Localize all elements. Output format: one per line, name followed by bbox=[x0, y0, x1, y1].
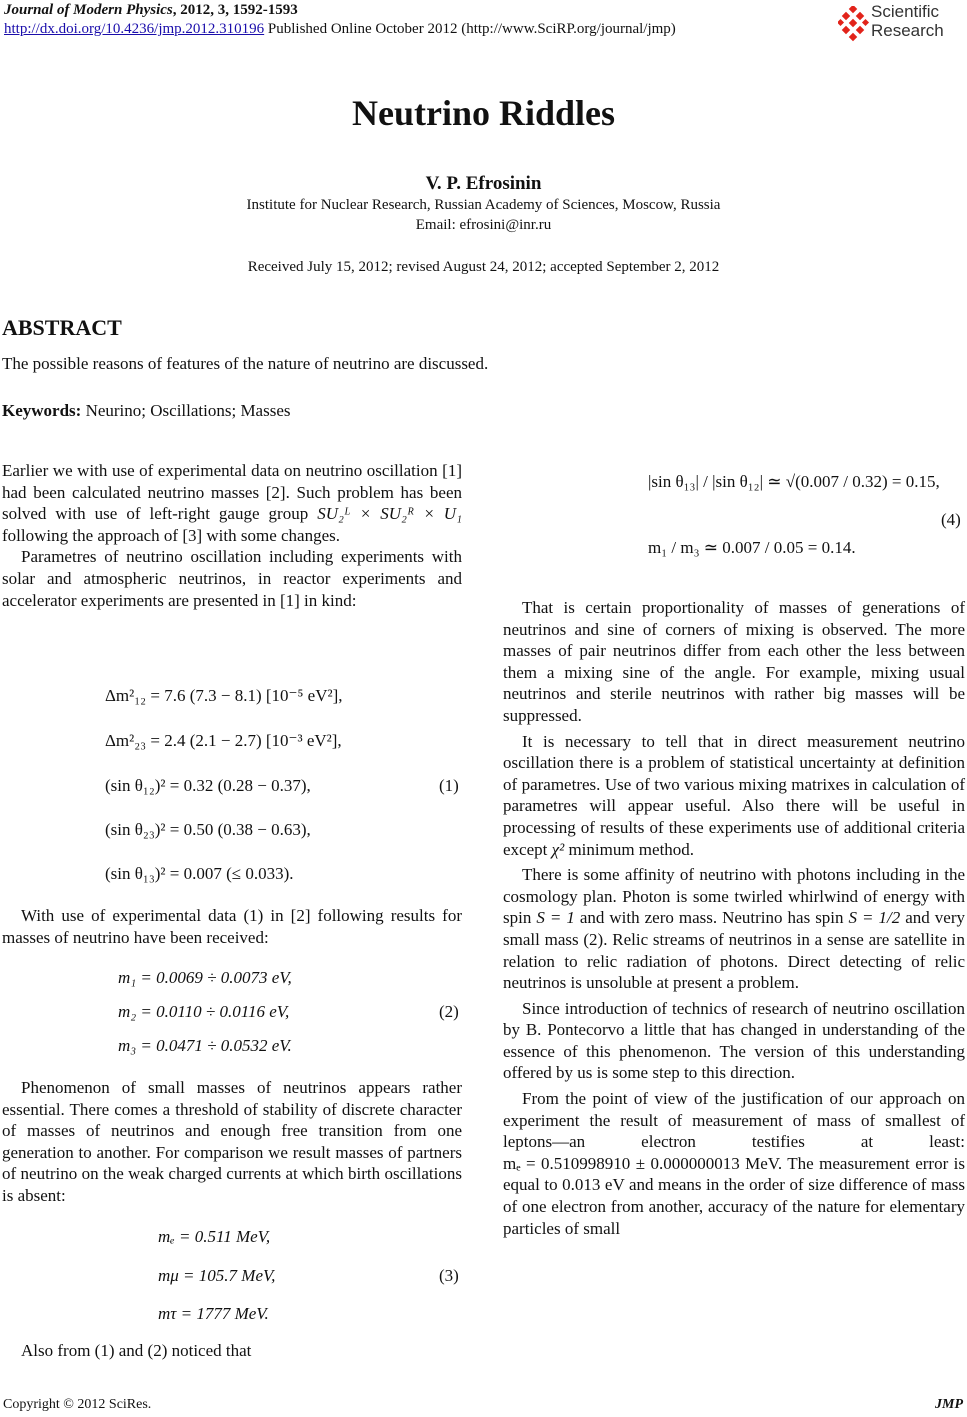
article-title: Neutrino Riddles bbox=[351, 93, 616, 133]
left-col-block-2 bbox=[2, 905, 462, 948]
equation-line: m₁ / m₃ ≃ 0.007 / 0.05 = 0.14. bbox=[648, 538, 856, 557]
keywords-label: Keywords: bbox=[2, 401, 82, 420]
paragraph: Phenomenon of small masses of neutrinos appears rather essential. There comes a threshold of stability of discrete character of masses of neutrinos and enough free transition from one generation to another. For comparison we result masses of partners of neutrino on the weak charged currents at which birth oscillations is absent: bbox=[2, 1078, 462, 1205]
paragraph: There is some affinity of neutrino with photons including in the cosmology plan. Photon is some twirled whirlwind of energy with spin S = 1 and with zero mass. Neutrino has spin S = 1/2 and very small mass (2). Relic streams of neutrinos in a sense are satellite in relation to relic radiation of photons. Direct detecting of relic neutrinos is unsoluble at present a problem. bbox=[503, 865, 965, 993]
copyright: Copyright © 2012 SciRes. bbox=[3, 1397, 152, 1412]
logo-mark-icon bbox=[838, 6, 870, 42]
abstract-text: The possible reasons of features of the nature of neutrino are discussed. bbox=[2, 354, 489, 373]
paragraph: With use of experimental data (1) in [2] following results for masses of neutrino have been received: bbox=[2, 906, 462, 947]
equation-number: (3) bbox=[439, 1266, 459, 1285]
spin-neutrino-math: S = 1/2 bbox=[848, 908, 901, 928]
author-name: V. P. Efrosinin bbox=[425, 173, 542, 194]
equation-line: mτ = 1777 MeV. bbox=[158, 1304, 269, 1323]
doi-line bbox=[4, 21, 676, 38]
equation-line: (sin θ₂₃)² = 0.50 (0.38 − 0.63), bbox=[105, 820, 311, 839]
affiliation: Institute for Nuclear Research, Russian Academy of Sciences, Moscow, Russia bbox=[246, 197, 721, 213]
equation-number: (1) bbox=[439, 776, 459, 795]
paragraph: Earlier we with use of experimental data on neutrino oscillation [1] had been calculated neutrino masses [2]. Such problem has been solved with use of left-right gauge group SU₂ᴸ × SU₂ᴿ × U₁ following the approach of [3] with some changes. bbox=[2, 461, 462, 545]
scirp-logo bbox=[838, 4, 963, 44]
equation-number: (4) bbox=[941, 510, 961, 529]
journal-name: Journal of Modern Physics bbox=[4, 2, 173, 18]
spin-photon-math: S = 1 bbox=[536, 908, 575, 928]
equation-line: |sin θ₁₃| / |sin θ₁₂| ≃ √(0.007 / 0.32) = 0.15, bbox=[648, 472, 940, 491]
paragraph: It is necessary to tell that in direct measurement neutrino oscillation there is a problem of statistical uncertainty at definition of parametres. Use of two various mixing matrixes in calculation of parametres will appear useful. Also there will be useful in processing of results of these experiments use of additional criteria except χ² minimum method. bbox=[503, 731, 965, 859]
paragraph: Parametres of neutrino oscillation including experiments with solar and atmospheric neutrinos, in reactor experiments and accelerator experiments are presented in [1] in kind: bbox=[2, 547, 462, 610]
journal-abbr: JMP bbox=[935, 1397, 963, 1412]
email: Email: efrosini@inr.ru bbox=[415, 217, 552, 233]
gauge-group-math: SU₂ᴸ × SU₂ᴿ × U₁ bbox=[317, 504, 462, 524]
paragraph: Also from (1) and (2) noticed that bbox=[21, 1341, 252, 1360]
logo-text: Scientific Research bbox=[871, 2, 944, 40]
equation-line: Δm²₁₂ = 7.6 (7.3 − 8.1) [10⁻⁵ eV²], bbox=[105, 686, 343, 705]
left-col-block-4 bbox=[2, 1340, 462, 1362]
equation-line: m₁ = 0.0069 ÷ 0.0073 eV, bbox=[118, 968, 292, 987]
paragraph: Since introduction of technics of research of neutrino oscillation by B. Pontecorvo a little that has changed in understanding of the essence of this phenomenon. The version of this understanding offered by us is some step to this direction. bbox=[503, 998, 965, 1083]
right-col-text bbox=[503, 597, 965, 1239]
keywords bbox=[2, 401, 291, 421]
equation-line: (sin θ₁₂)² = 0.32 (0.28 − 0.37), bbox=[105, 776, 311, 795]
equation-line: Δm²₂₃ = 2.4 (2.1 − 2.7) [10⁻³ eV²], bbox=[105, 731, 342, 750]
equation-line: m₃ = 0.0471 ÷ 0.0532 eV. bbox=[118, 1036, 292, 1055]
left-col-block-1 bbox=[2, 460, 462, 611]
equation-line: m₂ = 0.0110 ÷ 0.0116 eV, bbox=[118, 1002, 290, 1021]
doi-link[interactable]: http://dx.doi.org/10.4236/jmp.2012.310196 bbox=[4, 21, 265, 37]
paragraph: From the point of view of the justification of our approach on experiment the result of measurement of mass of smallest of leptons—an electron testifies at least: mₑ = 0.510998910 ± 0.000000013 MeV. The measurement error is equal to 0.013 eV and means in the order of size difference of mass of one electron from another, accuracy of the nature for elementary particles of small bbox=[503, 1089, 965, 1238]
journal-header bbox=[4, 2, 298, 19]
published-text: Published Online October 2012 (http://www.SciRP.org/journal/jmp) bbox=[264, 21, 676, 37]
equation-line: mₑ = 0.511 MeV, bbox=[158, 1227, 271, 1246]
equation-line: mμ = 105.7 MeV, bbox=[158, 1266, 276, 1285]
equation-line: (sin θ₁₃)² = 0.007 (≤ 0.033). bbox=[105, 864, 294, 883]
chi-squared-math: χ² bbox=[551, 839, 565, 859]
abstract-heading: ABSTRACT bbox=[2, 315, 122, 340]
left-col-block-3 bbox=[2, 1077, 462, 1207]
equation-number: (2) bbox=[439, 1002, 459, 1021]
journal-volume: , 2012, 3, 1592-1593 bbox=[172, 2, 298, 18]
received-dates: Received July 15, 2012; revised August 24, 2012; accepted September 2, 2012 bbox=[247, 259, 720, 275]
paragraph: That is certain proportionality of masses of generations of neutrinos and sine of corners of mixing is observed. The more masses of pair neutrinos differ from each other the less between them a mixing sine of the angle. For example, mixing usual neutrinos and sterile neutrinos with rather big masses will be suppressed. bbox=[503, 598, 965, 725]
electron-mass-math: mₑ = 0.510998910 ± 0.000000013 MeV bbox=[503, 1153, 778, 1173]
keywords-text: Neurino; Oscillations; Masses bbox=[81, 401, 291, 420]
